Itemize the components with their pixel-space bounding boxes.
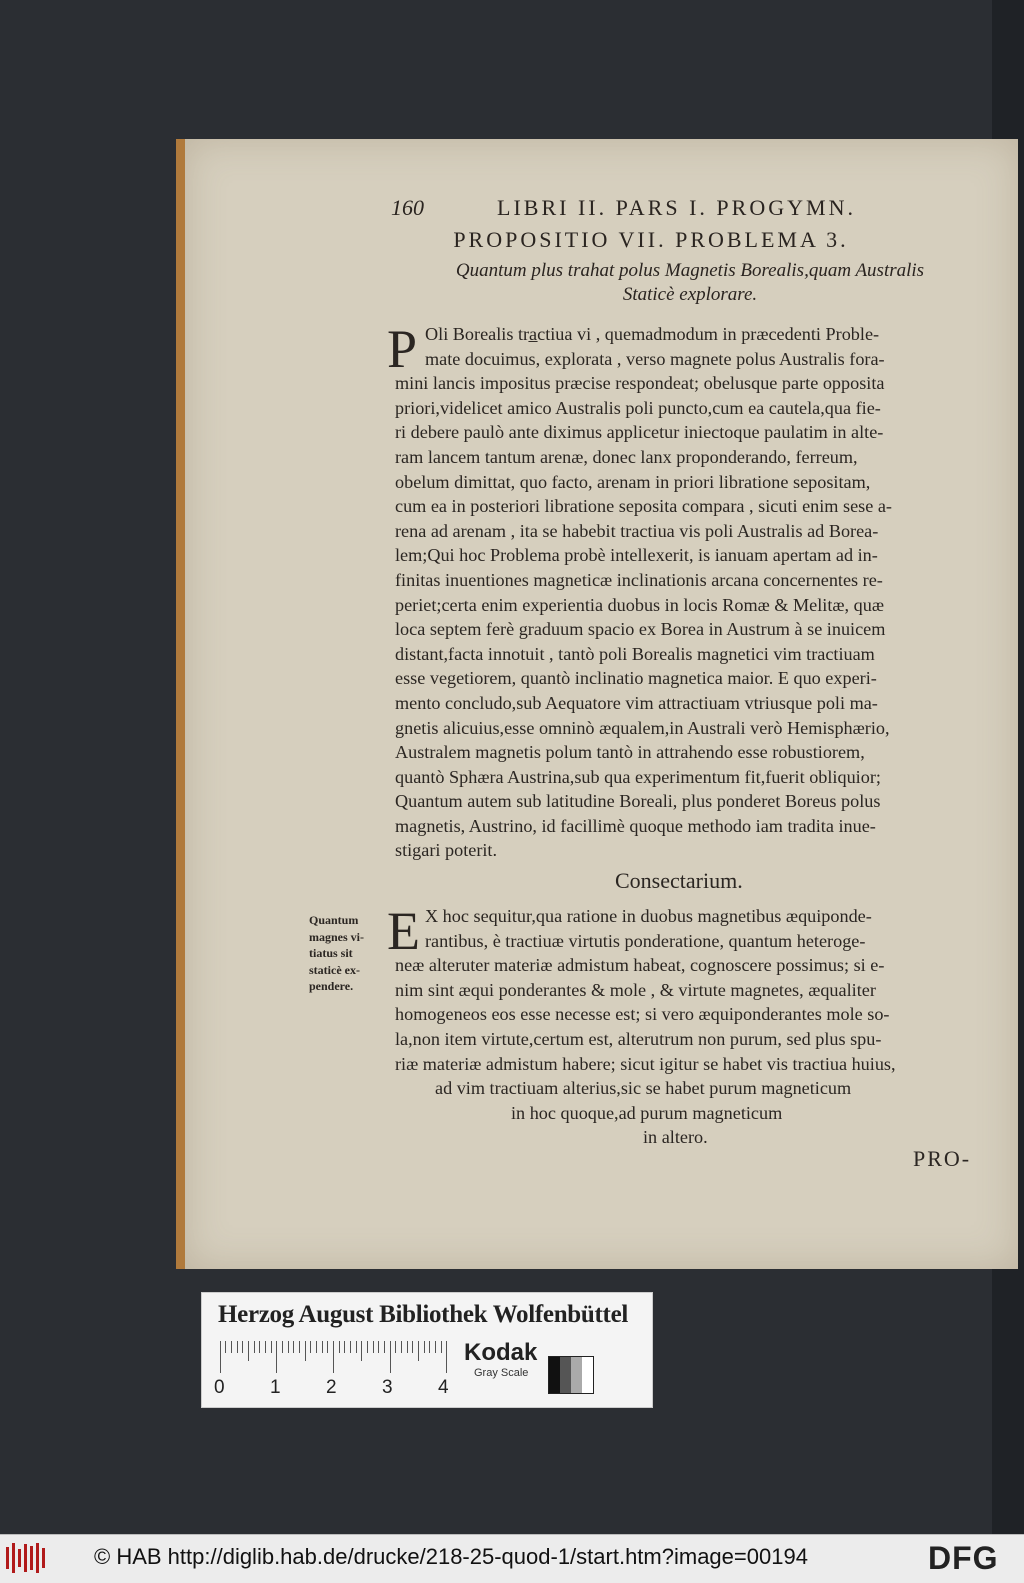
text-line: in hoc quoque,ad purum magneticum bbox=[511, 1102, 783, 1123]
text-line: rantibus, è tractiuæ virtutis ponderatione, quantum heteroge- bbox=[425, 930, 866, 951]
text-line: ri debere paulò ante diximus applicetur iniectoque paulatim in alte- bbox=[395, 422, 884, 443]
running-title: LIBRI II. PARS I. PROGYMN. bbox=[497, 195, 856, 220]
kodak-logo: Kodak bbox=[464, 1339, 538, 1366]
drop-capital: E bbox=[387, 901, 420, 961]
gray-scale-label: Gray Scale bbox=[474, 1367, 529, 1379]
text-line: ram lancem tantum arenæ, donec lanx proponderando, ferreum, bbox=[395, 446, 858, 467]
margin-note-line: Quantum bbox=[309, 913, 359, 927]
text-line: loca septem ferè graduum spacio ex Borea in Austrum à se inuicem bbox=[395, 619, 886, 640]
text-line: periet;certa enim experientia duobus in locis Romæ & Melitæ, quæ bbox=[395, 594, 884, 615]
page-number: 160 bbox=[391, 195, 424, 220]
scale-number: 1 bbox=[270, 1377, 281, 1398]
text-line: riæ materiæ admistum habere; sicut igitur se habet vis tractiua huius, bbox=[395, 1053, 896, 1074]
text-line: finitas inuentiones magneticæ inclinationis arcana concernentes re- bbox=[395, 569, 883, 590]
text-line: mento concludo,sub Aequatore vim attractiuam vtriusque poli ma- bbox=[395, 692, 878, 713]
scale-ruler bbox=[220, 1341, 446, 1373]
consectarium-heading: Consectarium. bbox=[615, 868, 743, 893]
hab-logo-icon bbox=[6, 1541, 48, 1575]
catchword: PRO- bbox=[913, 1146, 972, 1171]
text-line: Australem magnetis polum tantò in attrahendo esse robustiorem, bbox=[395, 742, 865, 763]
scale-number: 4 bbox=[438, 1377, 449, 1398]
text-line: Quantum autem sub latitudine Boreali, plus ponderet Boreus polus bbox=[395, 791, 881, 812]
proposition-subtitle bbox=[405, 259, 975, 307]
proposition-heading: PROPOSITIO VII. PROBLEMA 3. bbox=[453, 227, 849, 252]
scale-number: 3 bbox=[382, 1377, 393, 1398]
margin-note-line: pendere. bbox=[309, 979, 354, 993]
scale-numbers bbox=[214, 1377, 454, 1401]
margin-note-line: tiatus sit bbox=[309, 946, 353, 960]
text-line: in altero. bbox=[643, 1127, 708, 1148]
consectarium-paragraph bbox=[387, 901, 991, 1150]
book-page bbox=[176, 139, 1018, 1269]
drop-capital: P bbox=[387, 319, 418, 379]
library-name: Herzog August Bibliothek Wolfenbüttel bbox=[218, 1301, 629, 1328]
text-line: obelum dimittat, quo facto, arenam in priori libratione sepositam, bbox=[395, 471, 871, 492]
marginal-note bbox=[309, 912, 389, 995]
text-line: neæ alteruter materiæ admistum habeat, cognoscere possimus; si e- bbox=[395, 955, 885, 976]
text-line: ad vim tractiuam alterius,sic se habet purum magneticum bbox=[435, 1078, 852, 1099]
text-line: lem;Qui hoc Problema probè intellexerit, is ianuam apertam ad in- bbox=[395, 545, 878, 566]
gray-swatch bbox=[548, 1356, 594, 1394]
copyright-url: © HAB http://diglib.hab.de/drucke/218-25-quod-1/start.htm?image=00194 bbox=[94, 1544, 808, 1569]
dfg-logo: DFG bbox=[928, 1540, 999, 1576]
text-line: quantò Sphæra Austrina,sub qua experimentum fit,fuerit obliquior; bbox=[395, 766, 881, 787]
text-line: cum ea in posteriori libratione seposita compara , sicuti enim sese a- bbox=[395, 496, 892, 517]
subtitle-line: Quantum plus trahat polus Magnetis Borealis,quam Australis bbox=[455, 260, 925, 281]
text-line: gnetis alicuius,esse omninò æqualem,in Australi verò Hemisphærio, bbox=[395, 717, 890, 738]
text-line: nim sint æqui ponderantes & mole , & virtute magnetes, æqualiter bbox=[395, 979, 876, 1000]
text-line: distant,facta innotuit , tantò poli Borealis magnetici vim tractiuam bbox=[395, 643, 875, 664]
text-line: rena ad arenam , ita se habebit tractiua vis poli Australis ad Borea- bbox=[395, 520, 879, 541]
main-paragraph bbox=[387, 319, 991, 863]
margin-note-line: magnes vi- bbox=[309, 929, 364, 944]
text-line: esse vegetiorem, quantò inclinatio magnetica maior. E quo experi- bbox=[395, 668, 877, 689]
scale-number: 2 bbox=[326, 1377, 337, 1398]
color-calibration-card bbox=[201, 1292, 653, 1408]
text-line: X hoc sequitur,qua ratione in duobus magnetibus æquiponde- bbox=[425, 906, 872, 926]
text-line: magnetis, Austrino, id facillimè quoque methodo iam tradita inue- bbox=[395, 815, 876, 836]
text-line: Oli Borealis tra̲ctiua vi , quemadmodum in præcedenti Proble- bbox=[425, 324, 880, 344]
text-line: la,non item virtute,certum est, alterutrum non purum, sed plus spu- bbox=[395, 1028, 882, 1049]
footer-bar bbox=[0, 1534, 1024, 1583]
scale-number: 0 bbox=[214, 1377, 225, 1398]
text-line: mate docuimus, explorata , verso magnete polus Australis fora- bbox=[425, 348, 885, 369]
subtitle-line: Staticè explorare. bbox=[622, 284, 758, 305]
running-head bbox=[185, 195, 1018, 221]
text-line: homogeneos eos esse necesse est; si vero æquiponderantes mole so- bbox=[395, 1004, 890, 1025]
text-line: priori,videlicet amico Australis poli puncto,cum ea cautela,qua fie- bbox=[395, 397, 881, 418]
text-line: stigari poterit. bbox=[395, 840, 498, 861]
margin-note-line: staticè ex- bbox=[309, 962, 360, 977]
text-line: mini lancis impositus præcise respondeat; obelusque parte opposita bbox=[395, 373, 885, 394]
